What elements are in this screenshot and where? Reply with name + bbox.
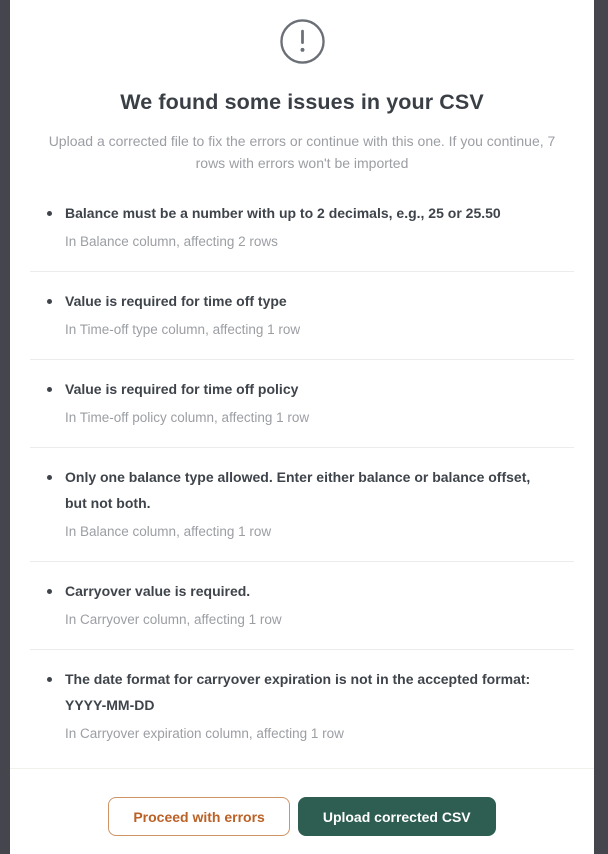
upload-corrected-csv-button[interactable]: Upload corrected CSV	[298, 797, 496, 836]
error-title: The date format for carryover expiration is not in the accepted format: YYYY-MM-DD	[65, 670, 531, 713]
warning-icon-container	[10, 18, 594, 65]
error-title: Value is required for time off policy	[65, 381, 299, 398]
modal-subtitle: Upload a corrected file to fix the errors or continue with this one. If you continue, 7 rows with errors won't be imported	[48, 133, 556, 171]
error-head	[30, 381, 574, 403]
error-title: Balance must be a number with up to 2 decimals, e.g., 25 or 25.50	[65, 205, 501, 222]
bullet-icon	[47, 211, 52, 216]
error-detail: In Carryover expiration column, affecting 1 row	[65, 725, 344, 741]
bullet-icon	[47, 387, 52, 392]
error-title: Carryover value is required.	[65, 582, 251, 599]
error-list-item	[30, 272, 574, 360]
error-list-item	[30, 562, 574, 650]
error-detail: In Time-off policy column, affecting 1 row	[65, 410, 310, 426]
error-list-item	[30, 184, 574, 272]
error-detail: In Balance column, affecting 2 rows	[65, 234, 278, 250]
bullet-icon	[47, 475, 52, 480]
csv-issues-modal	[10, 0, 594, 854]
error-head	[30, 293, 574, 315]
error-list	[10, 184, 594, 762]
error-head	[30, 583, 574, 605]
modal-title: We found some issues in your CSV	[120, 90, 484, 114]
proceed-with-errors-button[interactable]: Proceed with errors	[108, 797, 290, 836]
bullet-icon	[47, 299, 52, 304]
error-detail: In Balance column, affecting 1 row	[65, 523, 272, 539]
error-list-item	[30, 360, 574, 448]
modal-footer	[10, 768, 594, 854]
error-title: Only one balance type allowed. Enter either balance or balance offset, but not both.	[65, 469, 531, 511]
bullet-icon	[47, 589, 52, 594]
error-list-item	[30, 650, 574, 763]
error-head	[30, 205, 574, 227]
modal-body	[10, 0, 594, 768]
error-detail: In Time-off type column, affecting 1 row	[65, 322, 301, 338]
exclamation-circle-icon	[279, 18, 326, 65]
error-title: Value is required for time off type	[65, 293, 287, 310]
error-detail: In Carryover column, affecting 1 row	[65, 611, 282, 627]
bullet-icon	[47, 677, 52, 682]
error-list-item	[30, 448, 574, 562]
error-head	[30, 671, 574, 719]
error-head	[30, 469, 574, 517]
